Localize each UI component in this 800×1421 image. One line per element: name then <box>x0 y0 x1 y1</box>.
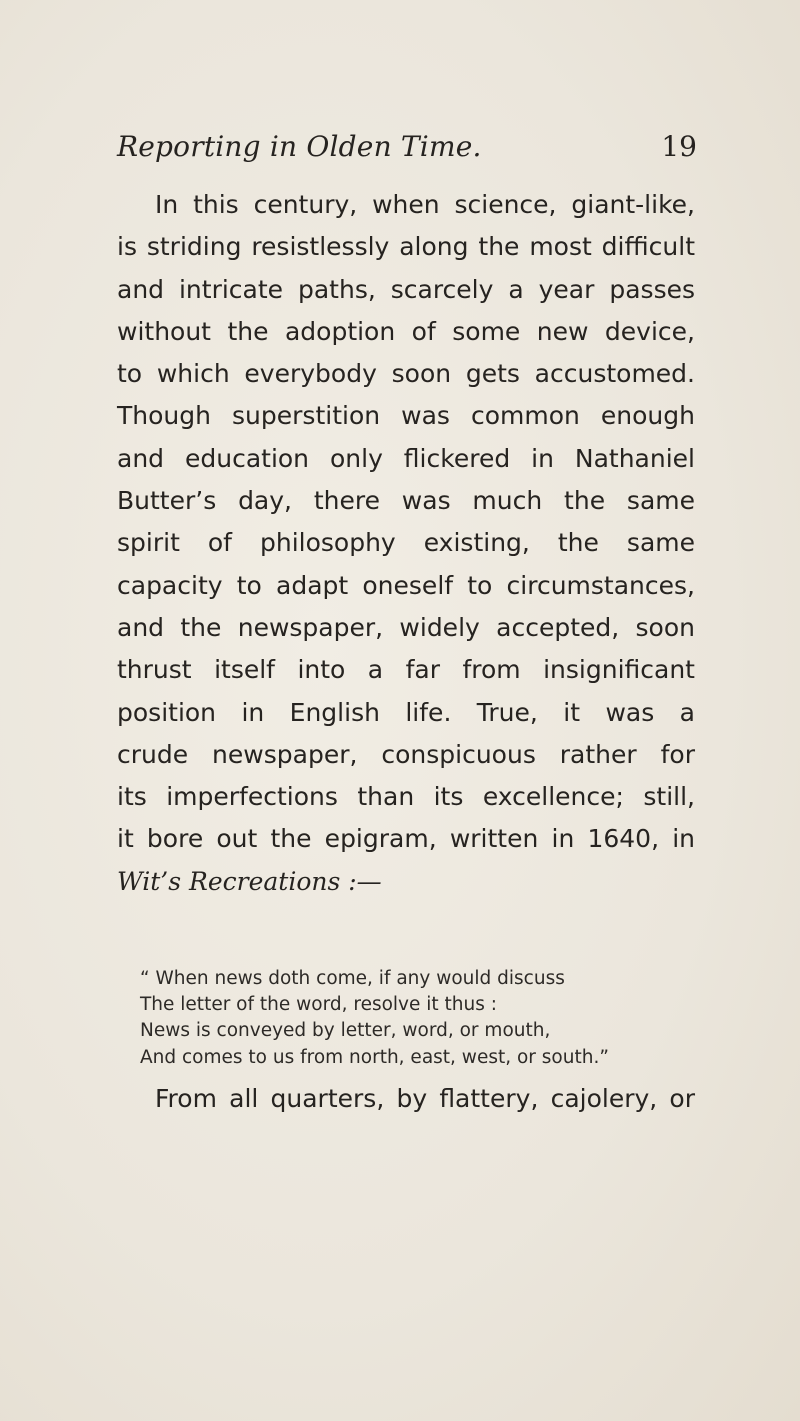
citation-title: Wit’s Recreations :— <box>117 866 382 896</box>
epigram-quote <box>140 966 609 1071</box>
running-title: Reporting in Olden Time. <box>117 130 482 163</box>
quote-line: And comes to us from north, east, west, or south.” <box>140 1046 609 1068</box>
quote-line: “ When news doth come, if any would discuss <box>140 968 565 989</box>
body-paragraph <box>117 184 695 903</box>
page-number: 19 <box>661 130 697 163</box>
text-line: without the adoption of some new device, <box>117 316 695 346</box>
quote-line: News is conveyed by letter, word, or mouth, <box>140 1020 551 1042</box>
text-line: to which everybody soon gets accustomed. <box>117 359 695 389</box>
text-line: In this century, when science, giant-like, <box>155 190 695 219</box>
text-line: and intricate paths, scarcely a year passes <box>117 274 695 304</box>
text-line: thrust itself into a far from insignificant <box>117 655 695 685</box>
text-line: spirit of philosophy existing, the same <box>117 528 695 558</box>
text-line: it bore out the epigram, written in 1640, in <box>117 824 695 854</box>
text-line: From all quarters, by flattery, cajolery, or <box>155 1084 695 1113</box>
quote-line: The letter of the word, resolve it thus : <box>140 994 497 1016</box>
text-line: Though superstition was common enough <box>117 401 695 431</box>
text-line: crude newspaper, conspicuous rather for <box>117 739 695 769</box>
text-line: is striding resistlessly along the most difficult <box>117 232 695 262</box>
text-line: capacity to adapt oneself to circumstances, <box>117 570 695 600</box>
text-line: Butter’s day, there was much the same <box>117 486 695 516</box>
text-line: position in English life. True, it was a <box>117 697 695 727</box>
continuation-paragraph <box>117 1078 695 1120</box>
text-line: and education only flickered in Nathaniel <box>117 443 695 473</box>
text-line: its imperfections than its excellence; still, <box>117 782 695 812</box>
text-line: and the newspaper, widely accepted, soon <box>117 612 695 642</box>
page-header <box>117 130 697 170</box>
